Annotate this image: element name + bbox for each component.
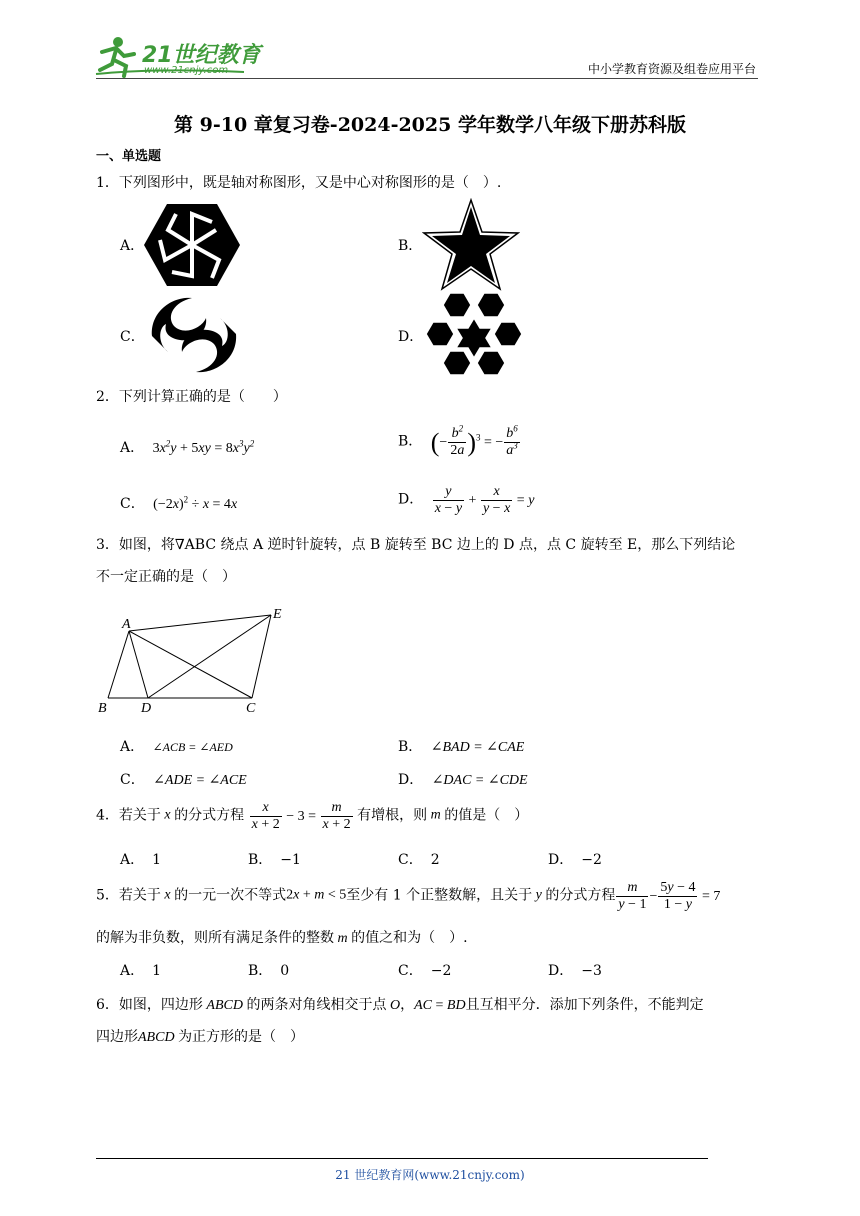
q2-option-c-label: C． — [120, 496, 145, 512]
page-title: 第 9-10 章复习卷-2024-2025 学年数学八年级下册苏科版 — [174, 114, 686, 136]
hexagon-flower-icon — [424, 292, 524, 378]
q5-option-c: C． −2 — [398, 963, 452, 979]
point-d-label: D — [141, 701, 152, 716]
q5-option-a: A． 1 — [120, 963, 162, 979]
q6-line2a: 四边形 — [96, 1029, 138, 1045]
q2-option-a-label: A． — [120, 440, 145, 456]
q1-option-b-label: B． — [398, 238, 423, 254]
logo-text: 21世纪教育 — [142, 43, 261, 68]
q2-option-c — [120, 494, 237, 515]
q2-option-d-expr: $\frac{y}{x - y}$ + $\frac{x}{y - x}$ = y — [434, 484, 535, 516]
q5-p2: 的一元一次不等式 — [174, 887, 287, 904]
q6-line2: 四边形ABCD 为正方形的是（ ） — [96, 1029, 305, 1045]
footer-rule — [96, 1158, 708, 1159]
q2-option-b — [398, 423, 521, 459]
point-b-label: B — [98, 701, 107, 716]
q6-p2: 的两条对角线相交于点 — [246, 997, 387, 1013]
point-c-label: C — [246, 701, 256, 716]
header-logo — [94, 34, 264, 80]
q5-p1: 5．若关于 — [96, 887, 161, 904]
q2-option-b-expr: (− $\frac{b^2}{2a}$ )$^3$ = − $\frac{b^6}{a^3}$ — [430, 423, 518, 458]
q5-p4: 的分式方程 — [545, 887, 616, 904]
q5-p3: 至少有 1 个正整数解，且关于 — [346, 887, 533, 904]
q1-option-c-label: C． — [120, 329, 145, 345]
q3-option-a-text: ∠ACB = ∠AED — [152, 740, 233, 754]
q3-option-b-label: B． — [398, 739, 423, 755]
swirl-icon — [144, 292, 244, 378]
q4-option-a: A． 1 — [120, 852, 162, 868]
star-in-star-icon — [422, 198, 520, 292]
q6-p3: 且互相平分．添加下列条件，不能判定 — [465, 997, 704, 1013]
q5-option-b: B． 0 — [248, 963, 290, 979]
q3-line1: 3．如图，将∇ABC 绕点 A 逆时针旋转，点 B 旋转至 BC 边上的 D 点，点 C 旋转至 E，那么下列结论 — [96, 537, 736, 553]
q2-text: 2．下列计算正确的是（ ） — [96, 389, 287, 405]
hexagon-pinwheel-icon — [142, 202, 242, 288]
q3-figure — [96, 600, 296, 718]
q2-option-d — [398, 484, 534, 517]
q3-line2: 不一定正确的是（ ） — [96, 569, 236, 585]
q3-option-b — [398, 737, 524, 758]
q3-option-c — [120, 770, 247, 791]
q3-option-c-label: C． — [120, 772, 145, 788]
q5-option-d: D． −3 — [548, 963, 602, 979]
q4-prefix: 4．若关于 — [96, 807, 161, 824]
footer-text: 21 世纪教育网(www.21cnjy.com) — [335, 1168, 525, 1182]
section-heading: 一、单选题 — [96, 149, 162, 164]
header-rule — [96, 78, 758, 79]
q2-option-b-label: B． — [398, 433, 423, 450]
point-a-label: A — [122, 617, 131, 632]
q5-line1: 5．若关于 x 的一元一次不等式2x + m < 5至少有 1 个正整数解，且关于 y 的分式方程 $\frac{m}{y - 1}$ − $\frac{5y - 4}{1 - y}$ = 7 — [96, 880, 721, 912]
q3-option-d-label: D． — [398, 772, 424, 788]
point-e-label: E — [273, 607, 282, 622]
q3-option-a-label: A． — [120, 739, 145, 755]
q4-end: 的值是（ ） — [444, 807, 529, 824]
q5-line2: 的解为非负数，则所有满足条件的整数 m 的值之和为（ ）. — [96, 930, 468, 946]
q3-option-c-text: ∠ADE = ∠ACE — [153, 773, 247, 788]
q6-line1: 6．如图，四边形 ABCD 的两条对角线相交于点 O，AC = BD且互相平分．添加下列条件，不能判定 — [96, 997, 704, 1013]
q3-option-d-text: ∠DAC = ∠CDE — [431, 773, 528, 788]
q6-line2b: 为正方形的是（ ） — [178, 1029, 305, 1045]
header-right-text: 中小学教育资源及组卷应用平台 — [587, 62, 756, 76]
q5-line2b: 的值之和为（ ）. — [351, 930, 468, 946]
q1-option-d-label: D． — [398, 329, 424, 345]
q2-option-a-expr: $3x^2y + 5xy = 8x^3y^2$ — [152, 438, 255, 456]
q3-option-d — [398, 770, 528, 791]
q1-text: 1．下列图形中，既是轴对称图形，又是中心对称图形的是（ ）. — [96, 175, 502, 191]
q1-option-a-label: A． — [120, 238, 145, 254]
q2-option-c-expr: $(-2x)^2 \div x = 4x$ — [153, 494, 238, 512]
q2-option-d-label: D． — [398, 491, 424, 508]
q2-option-a — [120, 438, 254, 459]
q4-equation: $\frac{x}{x + 2}$ − 3 = $\frac{m}{x + 2}$ — [251, 800, 351, 832]
q4-text: 4．若关于 x 的分式方程 $\frac{x}{x + 2}$ − 3 = $\frac{m}{x + 2}$ 有增根，则 m 的值是（ ） — [96, 800, 529, 832]
q4-option-b: B． −1 — [248, 852, 301, 868]
q4-suffix: 有增根，则 — [357, 807, 428, 824]
q3-option-a — [120, 737, 233, 757]
q4-option-d: D． −2 — [548, 852, 602, 868]
q5-equation: $\frac{m}{y - 1}$ − $\frac{5y - 4}{1 - y}$ = 7 — [618, 880, 721, 912]
q4-option-c: C． 2 — [398, 852, 440, 868]
q3-option-b-text: ∠BAD = ∠CAE — [430, 740, 525, 755]
logo-url: www.21cnjy.com — [144, 65, 229, 76]
q5-line2a: 的解为非负数，则所有满足条件的整数 — [96, 930, 334, 946]
q6-p1: 6．如图，四边形 — [96, 997, 203, 1013]
q4-mid: 的分式方程 — [174, 807, 245, 824]
